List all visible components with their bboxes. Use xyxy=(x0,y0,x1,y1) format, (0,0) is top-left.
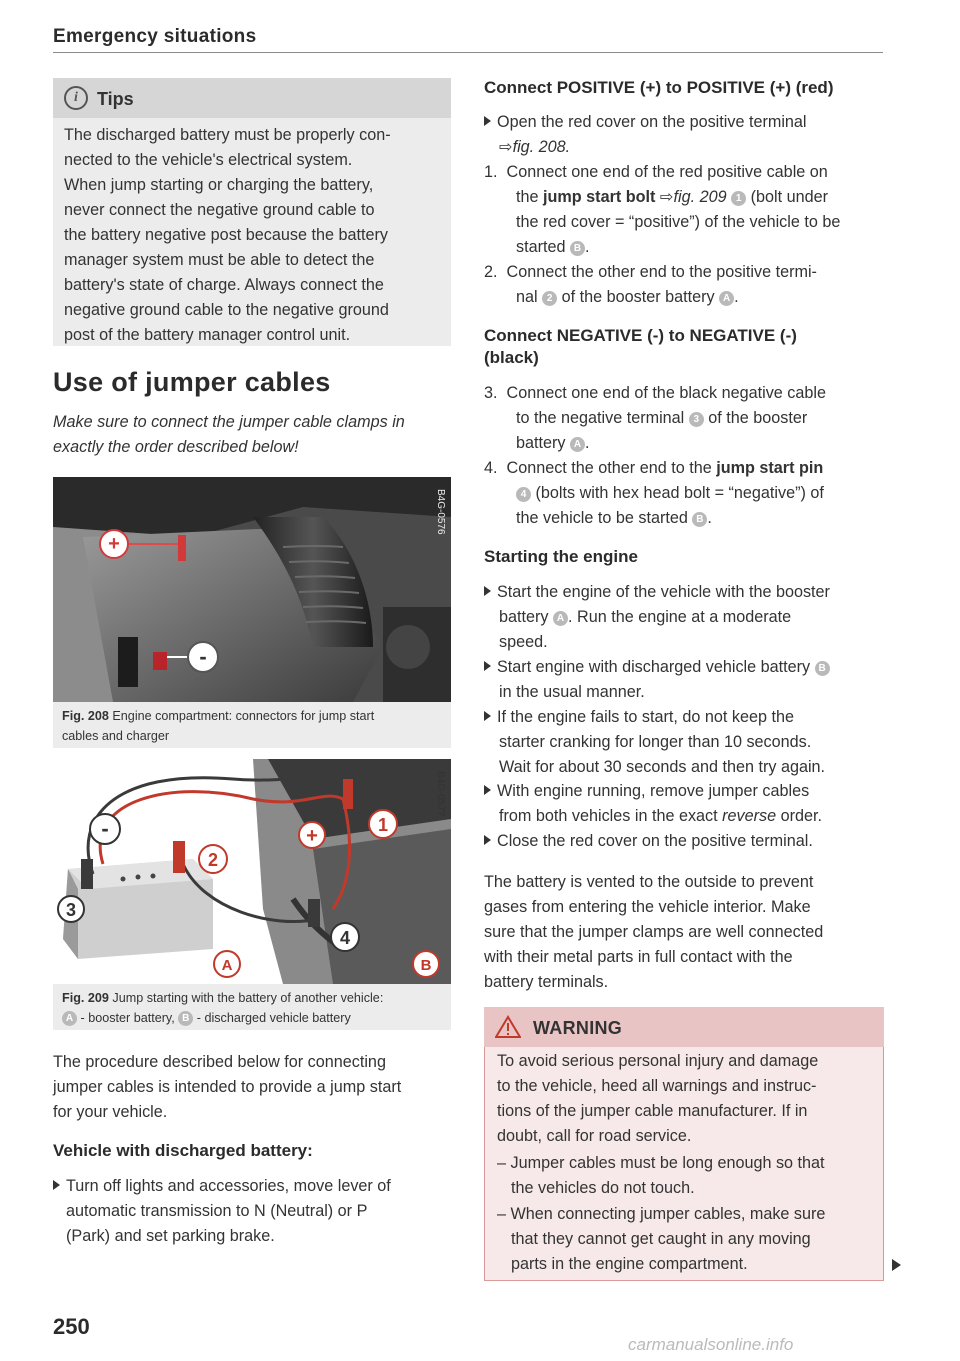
warning-title: WARNING xyxy=(533,1018,623,1038)
intro-paragraph: The procedure described below for connecting jumper cables is intended to provide a jump start for your vehicle. xyxy=(53,1053,402,1121)
running-header: Emergency situations xyxy=(53,26,257,47)
list-item: Close the red cover on the positive terminal. xyxy=(484,829,884,854)
bullet-arrow-icon xyxy=(484,835,491,845)
step-3: 3. Connect one end of the black negative cable to the negative terminal 3 of the booster battery A . xyxy=(484,384,826,452)
warning-triangle-icon xyxy=(495,1015,521,1039)
list-item: Turn off lights and accessories, move lever of automatic transmission to N (Neutral) or P (Park) and set parking brake. xyxy=(53,1174,453,1249)
positive-sign-label: + xyxy=(306,825,318,847)
bullet-arrow-icon xyxy=(484,116,491,126)
continue-arrow-icon xyxy=(892,1259,901,1271)
heading-negative: Connect NEGATIVE (-) to NEGATIVE (-) (black) xyxy=(484,326,797,367)
bullet-arrow-icon xyxy=(484,661,491,671)
bullet-arrow-icon xyxy=(484,785,491,795)
marker-1: 1 xyxy=(377,815,389,835)
marker-a: A xyxy=(221,957,233,974)
figure-208-overlay xyxy=(53,477,451,702)
bullet-arrow-icon xyxy=(484,586,491,596)
list-item: With engine running, remove jumper cables from both vehicles in the exact reverse order. xyxy=(484,779,884,829)
bullet-arrow-icon xyxy=(53,1180,60,1190)
positive-sign-label: + xyxy=(108,533,120,555)
list-item: If the engine fails to start, do not keep the starter cranking for longer than 10 seconds. Wait for about 30 seconds and then try again. xyxy=(484,705,884,780)
warning-text: To avoid serious personal injury and damage to the vehicle, heed all warnings and instruc- tions of the jumper cable manufacturer. If in doubt, call for road service. – Jumper cables must be long enough so that the vehicles do not touch. – When connecting jumper cables, make sure that they cannot get caught in any moving parts in the engine compartment. xyxy=(497,1052,826,1273)
heading-starting: Starting the engine xyxy=(484,547,638,566)
figure-209-overlay xyxy=(53,759,451,984)
list-item: Start engine with discharged vehicle battery B in the usual manner. xyxy=(484,655,884,705)
tips-text: The discharged battery must be properly con- nected to the vehicle's electrical system. When jump starting or charging the battery, never connect the negative ground cable to the battery negative post because the battery manager system must be able to detect the battery's state of charge. Always connect the negative ground cable to the negative ground post of the battery manager control unit. xyxy=(64,126,391,344)
figure-208-code: B4G-0576 xyxy=(435,489,446,535)
marker-4: 4 xyxy=(339,928,351,948)
step-2: 2. Connect the other end to the positive termi- nal 2 of the booster battery A . xyxy=(484,263,817,306)
marker-b: B xyxy=(420,957,432,974)
figure-209-caption: Fig. 209 Jump starting with the battery of another vehicle: A - booster battery, B - discharged vehicle battery xyxy=(62,991,384,1025)
marker-3: 3 xyxy=(65,900,77,920)
vent-paragraph: The battery is vented to the outside to prevent gases from entering the vehicle interior. Make sure that the jumper clamps are well connected with their metal parts in full contact with the battery terminals. xyxy=(484,873,824,991)
page-number: 250 xyxy=(53,1314,90,1339)
marker-2: 2 xyxy=(207,850,219,870)
figure-208-caption: Fig. 208 Engine compartment: connectors for jump start cables and charger xyxy=(62,709,375,743)
bullet-arrow-icon xyxy=(484,711,491,721)
section-title: Use of jumper cables xyxy=(53,367,331,397)
footer-watermark: carmanualsonline.info xyxy=(628,1335,794,1354)
heading-positive: Connect POSITIVE (+) to POSITIVE (+) (red) xyxy=(484,78,834,97)
subheading-discharged: Vehicle with discharged battery: xyxy=(53,1141,313,1160)
list-item: Start the engine of the vehicle with the booster battery A . Run the engine at a moderate speed. xyxy=(484,580,884,655)
negative-sign-label: - xyxy=(199,644,207,669)
section-lead: Make sure to connect the jumper cable clamps in exactly the order described below! xyxy=(53,413,405,456)
tips-title: Tips xyxy=(97,89,134,109)
info-icon: i xyxy=(64,86,88,110)
step-4: 4. Connect the other end to the jump start pin 4 (bolts with hex head bolt = “negative”) of the vehicle to be started B . xyxy=(484,459,824,527)
negative-sign-label: - xyxy=(101,816,109,841)
step-1: 1. Connect one end of the red positive cable on the jump start bolt ⇨fig. 209 1 (bolt under the red cover = “positive”) of the vehicle to be started B . xyxy=(484,163,841,256)
header-divider xyxy=(53,52,883,53)
figure-209-code: B4G-0577 xyxy=(435,771,446,817)
list-item: Open the red cover on the positive terminal ⇨fig. 208. xyxy=(484,110,884,160)
